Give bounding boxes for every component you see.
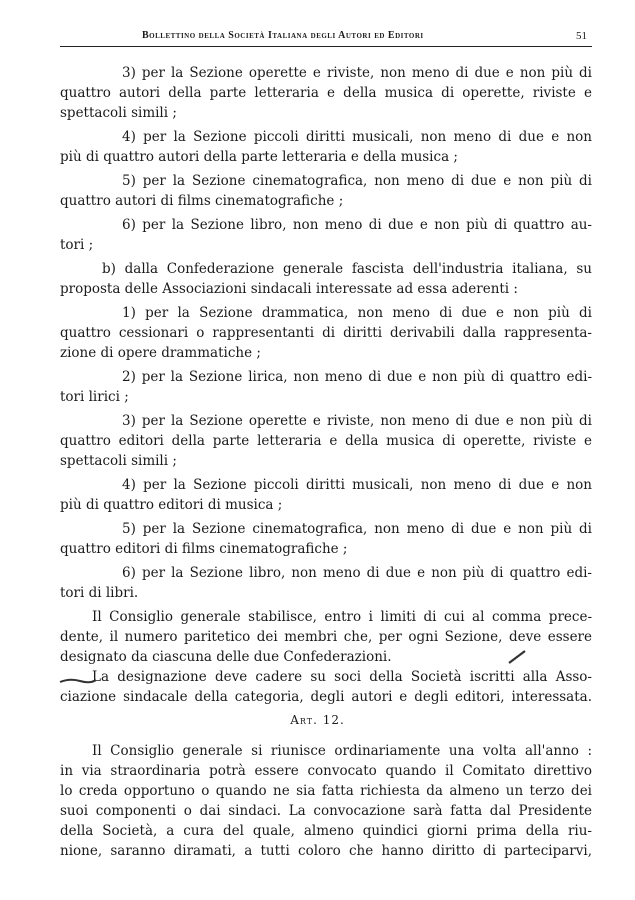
paragraph	[60, 475, 592, 515]
paragraph	[60, 171, 592, 211]
paragraph	[60, 63, 592, 123]
text-line: 3) per la Sezione operette e riviste, non meno di due e non più di	[122, 65, 592, 81]
text-line: 3) per la Sezione operette e riviste, non meno di due e non più di	[122, 413, 592, 429]
text-line: tori di libri.	[60, 585, 139, 601]
text-line: tori lirici ;	[60, 389, 129, 405]
text-line: quattro cessionari o rappresentanti di diritti derivabili dalla rappresenta-	[60, 325, 592, 341]
text-line: 4) per la Sezione piccoli diritti musicali, non meno di due e non	[122, 477, 592, 493]
pencil-mark-accent	[506, 648, 528, 666]
text-line: quattro editori della parte letteraria e della musica di operette, riviste e	[60, 433, 592, 449]
paragraph	[60, 127, 592, 167]
text-line: 6) per la Sezione libro, non meno di due e non più di quattro edi-	[122, 565, 592, 581]
text-line: dente, il numero paritetico dei membri che, per ogni Sezione, deve essere	[60, 629, 592, 645]
paragraph	[60, 303, 592, 363]
pencil-mark-underline	[58, 674, 98, 686]
paragraph	[60, 367, 592, 407]
text-line: più di quattro editori di musica ;	[60, 497, 283, 513]
text-line: della Società, a cura del quale, almeno quindici giorni prima della riu-	[60, 823, 592, 839]
text-line: designato da ciascuna delle due Confederazioni.	[60, 649, 392, 665]
running-header	[0, 30, 635, 48]
text-line: quattro autori della parte letteraria e della musica di operette, riviste e	[60, 85, 592, 101]
text-line: nione, saranno diramati, a tutti coloro che hanno diritto di parteciparvi,	[60, 843, 592, 859]
paragraph	[60, 215, 592, 255]
paragraph	[60, 667, 592, 707]
text-line: ciazione sindacale della categoria, degli autori e degli editori, interessata.	[60, 689, 592, 705]
paragraph	[60, 519, 592, 559]
paragraph	[60, 741, 592, 861]
article-heading: Art. 12.	[290, 713, 345, 727]
text-line: tori ;	[60, 237, 94, 253]
text-line: 6) per la Sezione libro, non meno di due e non più di quattro au-	[122, 217, 592, 233]
text-line: 1) per la Sezione drammatica, non meno di due e non più di	[122, 305, 592, 321]
text-line: 4) per la Sezione piccoli diritti musicali, non meno di due e non	[122, 129, 592, 145]
header-title: Bollettino della Società Italiana degli Autori ed Editori	[142, 30, 424, 41]
text-line: Il Consiglio generale stabilisce, entro i limiti di cui al comma prece-	[92, 609, 592, 625]
text-line: lo creda opportuno o quando ne sia fatta richiesta da almeno un terzo dei	[60, 783, 592, 799]
text-line: Il Consiglio generale si riunisce ordinariamente una volta all'anno :	[92, 743, 592, 759]
article-body	[60, 741, 592, 861]
text-line: quattro editori di films cinematografiche ;	[60, 541, 348, 557]
text-line: b) dalla Confederazione generale fascista dell'industria italiana, su	[102, 261, 592, 277]
paragraph	[60, 259, 592, 299]
text-line: più di quattro autori della parte letteraria e della musica ;	[60, 149, 458, 165]
text-line: proposta delle Associazioni sindacali interessate ad essa aderenti :	[60, 281, 518, 297]
text-line: quattro autori di films cinematografiche ;	[60, 193, 344, 209]
text-line: 2) per la Sezione lirica, non meno di due e non più di quattro edi-	[122, 369, 592, 385]
header-rule	[60, 46, 592, 47]
text-line: La designazione deve cadere su soci della Società iscritti alla Asso-	[92, 669, 592, 685]
text-line: spettacoli simili ;	[60, 105, 177, 121]
text-line: in via straordinaria potrà essere convocato quando il Comitato direttivo	[60, 763, 592, 779]
page-number: 51	[576, 30, 587, 42]
text-line: 5) per la Sezione cinematografica, non meno di due e non più di	[122, 521, 592, 537]
text-line: zione di opere drammatiche ;	[60, 345, 261, 361]
paragraph	[60, 563, 592, 603]
paragraph	[60, 411, 592, 471]
body-text	[60, 63, 592, 707]
text-line: suoi componenti o dai sindaci. La convocazione sarà fatta dal Presidente	[60, 803, 592, 819]
text-line: 5) per la Sezione cinematografica, non meno di due e non più di	[122, 173, 592, 189]
text-line: spettacoli simili ;	[60, 453, 177, 469]
